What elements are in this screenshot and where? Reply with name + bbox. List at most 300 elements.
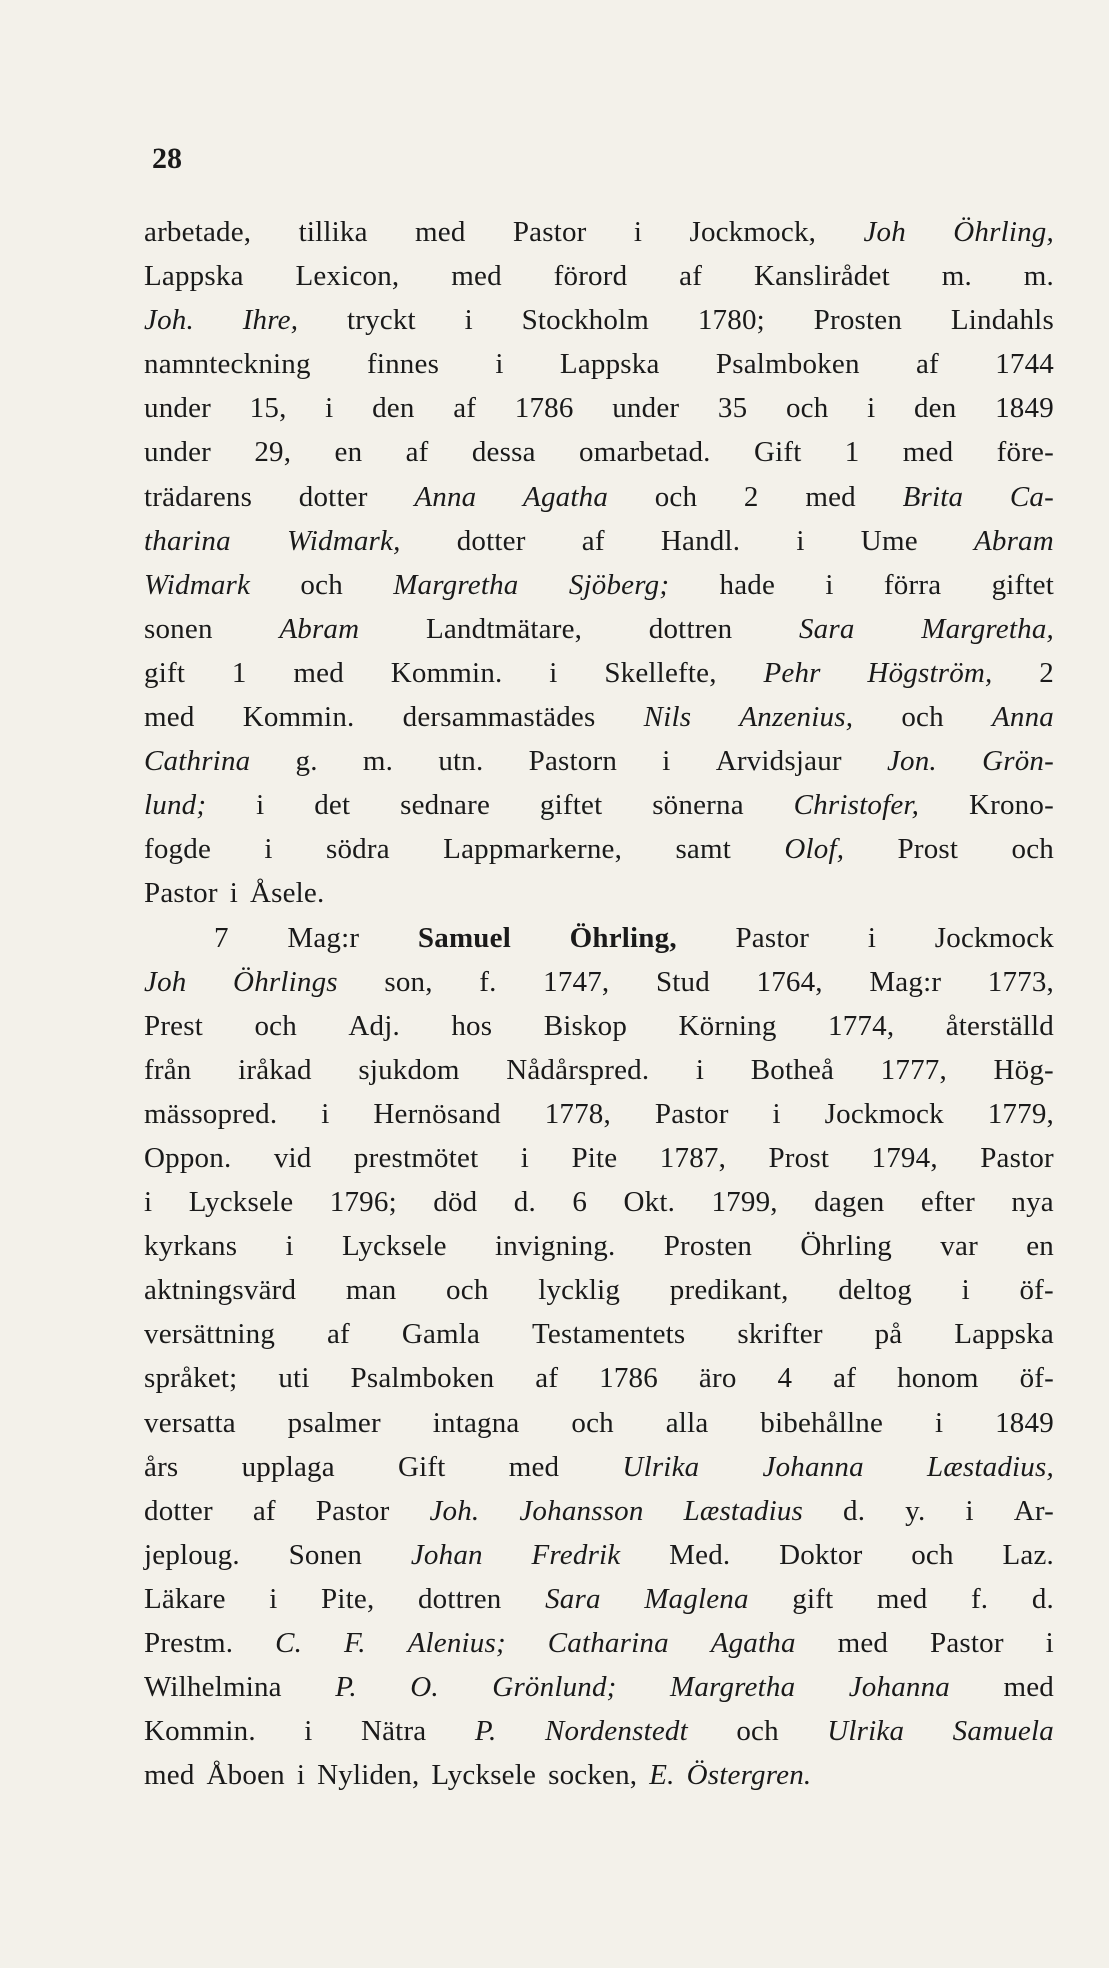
word: med bbox=[805, 480, 856, 513]
word: 1778, bbox=[544, 1097, 611, 1130]
word: Högström, bbox=[867, 656, 993, 689]
word: Mag:r bbox=[869, 965, 942, 998]
word: Östergren. bbox=[686, 1759, 812, 1792]
text-line bbox=[144, 519, 1054, 563]
word: Christofer, bbox=[793, 789, 920, 822]
word: Læstadius, bbox=[927, 1450, 1054, 1483]
word: af bbox=[833, 1362, 857, 1395]
word: giftet bbox=[539, 789, 603, 822]
word: Lycksele bbox=[188, 1186, 294, 1219]
word: i bbox=[695, 1053, 705, 1086]
word: samt bbox=[675, 833, 732, 866]
word: af bbox=[915, 348, 939, 381]
word: Åsele. bbox=[249, 877, 325, 910]
word: i bbox=[464, 304, 473, 337]
text-line bbox=[144, 1356, 1054, 1400]
word: 1777, bbox=[880, 1053, 947, 1086]
word: Doktor bbox=[779, 1538, 863, 1571]
word: bibehållne bbox=[760, 1406, 884, 1439]
word: 1744 bbox=[995, 348, 1054, 381]
word: Pastor bbox=[930, 1627, 1004, 1659]
text-line bbox=[144, 342, 1054, 386]
word: O. bbox=[410, 1671, 439, 1704]
word: C. bbox=[275, 1627, 303, 1659]
word: dotter bbox=[144, 1494, 213, 1527]
word: 6 bbox=[572, 1186, 588, 1219]
word: m. bbox=[941, 260, 972, 293]
text-line bbox=[144, 1004, 1054, 1048]
word: Prost bbox=[897, 833, 959, 866]
word: med bbox=[414, 216, 466, 248]
word: Lycksele bbox=[431, 1759, 537, 1792]
word: förord bbox=[553, 260, 628, 293]
word: språket; bbox=[144, 1362, 238, 1395]
word: psalmer bbox=[287, 1406, 381, 1439]
word: namnteckning bbox=[144, 348, 311, 381]
word: Nordenstedt bbox=[544, 1715, 688, 1748]
word: från bbox=[144, 1053, 192, 1086]
word: predikant, bbox=[669, 1274, 789, 1307]
word: Sjöberg; bbox=[568, 568, 670, 601]
word: omarbetad. bbox=[579, 436, 711, 469]
word: Pastor bbox=[735, 921, 810, 954]
word: versättning bbox=[144, 1318, 276, 1351]
word: Lycksele bbox=[342, 1230, 447, 1263]
word: i bbox=[304, 1715, 313, 1748]
text-line bbox=[144, 254, 1054, 298]
text-line bbox=[144, 1665, 1054, 1709]
word: och bbox=[911, 1538, 954, 1571]
word: Okt. bbox=[623, 1186, 676, 1219]
word: 1747, bbox=[543, 965, 610, 998]
word: Jon. bbox=[886, 745, 937, 778]
body-text bbox=[144, 210, 1054, 1797]
word: 29, bbox=[254, 436, 292, 469]
word: Johanna bbox=[848, 1671, 951, 1704]
word: Prosten bbox=[663, 1230, 753, 1263]
word: versatta bbox=[144, 1406, 236, 1439]
word: med bbox=[144, 701, 195, 734]
word: i bbox=[269, 1582, 278, 1615]
word: i bbox=[965, 1494, 974, 1527]
word: Brita bbox=[902, 480, 964, 513]
word: alla bbox=[665, 1406, 709, 1439]
word: dagen bbox=[814, 1186, 885, 1219]
word: öf- bbox=[1019, 1274, 1054, 1307]
word: d. bbox=[1031, 1582, 1054, 1615]
word: Pastor bbox=[980, 1141, 1054, 1174]
word: Lappmarkerne, bbox=[443, 833, 623, 866]
word: Ulrika bbox=[827, 1715, 905, 1748]
word: 2 bbox=[1039, 656, 1054, 689]
word: f. bbox=[479, 965, 497, 998]
word: Sonen bbox=[288, 1538, 363, 1571]
word: 1799, bbox=[711, 1186, 778, 1219]
word: uti bbox=[278, 1362, 310, 1395]
word: socken, bbox=[548, 1759, 638, 1792]
word: af bbox=[581, 524, 605, 557]
word: aktningsvärd bbox=[144, 1274, 297, 1307]
word: före- bbox=[996, 436, 1054, 469]
text-line bbox=[144, 1312, 1054, 1356]
word: under bbox=[612, 392, 680, 425]
word: tryckt bbox=[346, 304, 416, 337]
word: i bbox=[285, 1230, 294, 1263]
word: jeploug. bbox=[144, 1538, 240, 1571]
word: Gift bbox=[753, 436, 802, 469]
word: under bbox=[144, 436, 212, 469]
word: Jockmock bbox=[934, 921, 1054, 954]
word: man bbox=[345, 1274, 397, 1307]
word: gift bbox=[144, 656, 186, 689]
word: Öhrling bbox=[800, 1230, 893, 1263]
word: öf- bbox=[1019, 1362, 1054, 1395]
word: trädarens bbox=[144, 480, 253, 513]
text-line bbox=[144, 563, 1054, 607]
word: Samuel bbox=[417, 921, 511, 954]
word: 35 bbox=[717, 392, 748, 425]
word: års bbox=[144, 1450, 179, 1483]
word: Wilhelmina bbox=[144, 1671, 282, 1704]
word: i bbox=[796, 524, 805, 557]
word: sjukdom bbox=[358, 1053, 460, 1086]
text-line bbox=[144, 1136, 1054, 1180]
word: i bbox=[144, 1186, 153, 1219]
word: Testamentets bbox=[532, 1318, 686, 1351]
word: Hernösand bbox=[373, 1097, 501, 1130]
word: och bbox=[1011, 833, 1054, 866]
word: Adj. bbox=[348, 1009, 400, 1042]
word: Nils bbox=[643, 701, 692, 734]
word: dottren bbox=[417, 1582, 502, 1615]
word: med bbox=[1003, 1671, 1054, 1704]
word: Margretha bbox=[669, 1671, 796, 1704]
word: vid bbox=[273, 1141, 312, 1174]
word: Skellefte, bbox=[604, 656, 717, 689]
word: 1787, bbox=[659, 1141, 727, 1174]
word: södra bbox=[325, 833, 390, 866]
text-line bbox=[144, 430, 1054, 474]
word: i bbox=[825, 568, 834, 601]
word: af bbox=[679, 260, 703, 293]
word: Lindahls bbox=[950, 304, 1054, 337]
word: Kommin. bbox=[242, 701, 355, 734]
word: Pehr bbox=[763, 656, 821, 689]
word: Sara bbox=[545, 1582, 601, 1615]
word: tillika bbox=[298, 216, 368, 248]
word: Agatha bbox=[523, 480, 609, 513]
word: Ulrika bbox=[622, 1450, 700, 1483]
word: död bbox=[433, 1186, 478, 1219]
word: i bbox=[495, 348, 504, 381]
word: 1796; bbox=[329, 1186, 397, 1219]
word: Öhrlings bbox=[233, 965, 338, 998]
word: i bbox=[961, 1274, 970, 1307]
text-line bbox=[144, 1489, 1054, 1533]
word: d. bbox=[843, 1494, 866, 1527]
word: Grönlund; bbox=[492, 1671, 617, 1704]
text-line bbox=[144, 916, 1054, 960]
word: och bbox=[300, 568, 343, 601]
word: förra bbox=[883, 568, 942, 601]
word: 1773, bbox=[987, 965, 1054, 998]
word: Abram bbox=[279, 612, 360, 645]
word: Kommin. bbox=[144, 1715, 256, 1748]
word: Handl. bbox=[660, 524, 741, 557]
word: Jockmock, bbox=[689, 216, 817, 248]
word: dersammastädes bbox=[402, 701, 596, 734]
word: Ihre, bbox=[242, 304, 299, 337]
word: i bbox=[867, 921, 877, 954]
word: Jockmock bbox=[824, 1097, 944, 1130]
word: 1786 bbox=[514, 392, 574, 425]
word: 1849 bbox=[995, 392, 1054, 425]
text-line bbox=[144, 1092, 1054, 1136]
word: Kommin. bbox=[390, 656, 503, 689]
word: Joh bbox=[863, 216, 906, 248]
word: i bbox=[520, 1141, 530, 1174]
word: Pastor bbox=[144, 877, 218, 910]
word: Biskop bbox=[543, 1009, 628, 1042]
word: i bbox=[662, 745, 671, 778]
word: tharina bbox=[144, 524, 231, 557]
word: 1786 bbox=[599, 1362, 658, 1395]
word: i bbox=[867, 392, 876, 425]
word: P. bbox=[474, 1715, 497, 1748]
word: Margretha bbox=[393, 568, 519, 601]
word: af bbox=[326, 1318, 350, 1351]
word: Grön- bbox=[982, 745, 1054, 778]
text-line bbox=[144, 871, 1054, 915]
word: i bbox=[321, 1097, 330, 1130]
word: och bbox=[785, 392, 829, 425]
word: Margretha, bbox=[921, 612, 1054, 645]
word: prestmötet bbox=[353, 1141, 479, 1174]
word: f. bbox=[970, 1582, 989, 1615]
word: 2 bbox=[743, 480, 759, 513]
word: g. bbox=[295, 745, 318, 778]
text-line bbox=[144, 1533, 1054, 1577]
word: Widmark, bbox=[286, 524, 401, 557]
word: Kanslirådet bbox=[753, 260, 890, 293]
word: Nådårspred. bbox=[506, 1053, 650, 1086]
word: Stockholm bbox=[521, 304, 650, 337]
word: i bbox=[1045, 1627, 1054, 1659]
word: Anzenius, bbox=[739, 701, 854, 734]
word: Prosten bbox=[813, 304, 903, 337]
word: Anna bbox=[991, 701, 1054, 734]
word: dotter bbox=[298, 480, 368, 513]
word: sönerna bbox=[652, 789, 744, 822]
word: Prest bbox=[144, 1009, 203, 1042]
word: Pastor bbox=[512, 216, 587, 248]
word: sednare bbox=[400, 789, 491, 822]
word: i bbox=[549, 656, 558, 689]
word: på bbox=[874, 1318, 903, 1351]
word: d. bbox=[513, 1186, 536, 1219]
word: 1764, bbox=[756, 965, 823, 998]
word: i bbox=[296, 1759, 306, 1792]
word: 1849 bbox=[995, 1406, 1054, 1439]
word: 1 bbox=[231, 656, 247, 689]
word: Anna bbox=[414, 480, 477, 513]
word: E. bbox=[649, 1759, 675, 1792]
word: Gift bbox=[398, 1450, 446, 1483]
word: och bbox=[446, 1274, 489, 1307]
text-line bbox=[144, 1180, 1054, 1224]
word: 1780; bbox=[697, 304, 765, 337]
word: invigning. bbox=[495, 1230, 616, 1263]
word: Hög- bbox=[993, 1053, 1054, 1086]
word: Arvidsjaur bbox=[715, 745, 842, 778]
word: Mag:r bbox=[287, 921, 360, 954]
word: med bbox=[902, 436, 954, 469]
word: Åboen bbox=[206, 1759, 285, 1792]
text-line bbox=[144, 607, 1054, 651]
word: Psalmboken bbox=[350, 1362, 495, 1395]
word: son, bbox=[384, 965, 433, 998]
text-line bbox=[144, 1048, 1054, 1092]
word: Botheå bbox=[750, 1053, 835, 1086]
word: Med. bbox=[669, 1538, 731, 1571]
word: deltog bbox=[838, 1274, 912, 1307]
word: var bbox=[940, 1230, 978, 1263]
word: af bbox=[252, 1494, 276, 1527]
word: 1779, bbox=[987, 1097, 1054, 1130]
word: kyrkans bbox=[144, 1230, 238, 1263]
word: Gamla bbox=[401, 1318, 481, 1351]
word: honom bbox=[897, 1362, 979, 1395]
word: intagna bbox=[432, 1406, 520, 1439]
word: och bbox=[254, 1009, 297, 1042]
word: iråkad bbox=[238, 1053, 312, 1086]
word: Olof, bbox=[784, 833, 845, 866]
word: Ca- bbox=[1009, 480, 1054, 513]
word: och bbox=[654, 480, 698, 513]
word: Pite bbox=[571, 1141, 618, 1174]
word: äro bbox=[698, 1362, 737, 1395]
word: 1794, bbox=[871, 1141, 938, 1174]
text-line bbox=[144, 1445, 1054, 1489]
word: en bbox=[1026, 1230, 1054, 1263]
word: Lappska bbox=[144, 260, 244, 293]
word: Lexicon, bbox=[295, 260, 400, 293]
word: Stud bbox=[655, 965, 710, 998]
word: Ar- bbox=[1013, 1494, 1054, 1527]
word: Fredrik bbox=[531, 1538, 621, 1571]
text-line bbox=[144, 1621, 1054, 1665]
word: Nyliden, bbox=[317, 1759, 420, 1792]
word: dotter bbox=[456, 524, 526, 557]
word: Öhrling, bbox=[569, 921, 677, 954]
text-line bbox=[144, 475, 1054, 519]
word: med bbox=[451, 260, 502, 293]
word: Maglena bbox=[644, 1582, 749, 1615]
word: Joh. bbox=[144, 304, 194, 337]
text-line bbox=[144, 1709, 1054, 1753]
text-line bbox=[144, 386, 1054, 430]
word: Joh bbox=[144, 965, 187, 998]
word: den bbox=[372, 392, 415, 425]
text-line bbox=[144, 783, 1054, 827]
text-line bbox=[144, 1224, 1054, 1268]
word: Krono- bbox=[968, 789, 1054, 822]
word: af bbox=[453, 392, 477, 425]
word: med bbox=[508, 1450, 560, 1483]
word: dessa bbox=[471, 436, 536, 469]
text-line bbox=[144, 695, 1054, 739]
word: lund; bbox=[144, 789, 207, 822]
word: hos bbox=[451, 1009, 493, 1042]
word: och bbox=[901, 701, 944, 734]
word: i bbox=[229, 877, 238, 910]
word: Nätra bbox=[360, 1715, 427, 1748]
text-line bbox=[144, 1577, 1054, 1621]
word: återställd bbox=[945, 1009, 1054, 1042]
word: i bbox=[325, 392, 334, 425]
word: dottren bbox=[648, 612, 733, 645]
word: det bbox=[314, 789, 351, 822]
word: i bbox=[256, 789, 265, 822]
word: Johanna bbox=[762, 1450, 864, 1483]
word: arbetade, bbox=[144, 216, 252, 248]
word: Abram bbox=[973, 524, 1054, 557]
word: lycklig bbox=[538, 1274, 621, 1307]
word: Läkare bbox=[144, 1582, 226, 1615]
word: hade bbox=[719, 568, 776, 601]
word: med bbox=[837, 1627, 889, 1659]
word: Psalmboken bbox=[715, 348, 860, 381]
word: med bbox=[876, 1582, 928, 1615]
word: giftet bbox=[991, 568, 1054, 601]
word: efter bbox=[920, 1186, 975, 1219]
word: P. bbox=[335, 1671, 357, 1704]
word: en bbox=[334, 436, 363, 469]
word: finnes bbox=[366, 348, 440, 381]
word: m. bbox=[1023, 260, 1054, 293]
word: Agatha bbox=[710, 1627, 796, 1659]
word: Læstadius bbox=[683, 1494, 804, 1527]
word: Laz. bbox=[1002, 1538, 1054, 1571]
word: af bbox=[405, 436, 429, 469]
text-line bbox=[144, 210, 1054, 254]
word: upplaga bbox=[241, 1450, 335, 1483]
text-line bbox=[144, 827, 1054, 871]
word: gift bbox=[792, 1582, 834, 1615]
word: under bbox=[144, 392, 212, 425]
text-line bbox=[144, 960, 1054, 1004]
page-number: 28 bbox=[152, 142, 182, 175]
text-line bbox=[144, 1753, 1054, 1797]
text-line bbox=[144, 739, 1054, 783]
word: Sara bbox=[798, 612, 855, 645]
word: Pastor bbox=[315, 1494, 390, 1527]
word: i bbox=[633, 216, 643, 248]
word: sonen bbox=[144, 612, 213, 645]
word: Lappska bbox=[954, 1318, 1054, 1351]
word: Johansson bbox=[519, 1494, 644, 1527]
word: Samuela bbox=[952, 1715, 1054, 1748]
word: utn. bbox=[438, 745, 484, 778]
word: Johan bbox=[410, 1538, 483, 1571]
word: med bbox=[144, 1759, 195, 1792]
word: Pastor bbox=[654, 1097, 729, 1130]
word: Oppon. bbox=[144, 1141, 232, 1174]
word: Ume bbox=[860, 524, 918, 557]
word: Joh. bbox=[429, 1494, 480, 1527]
word: Pastorn bbox=[528, 745, 618, 778]
text-line bbox=[144, 651, 1054, 695]
